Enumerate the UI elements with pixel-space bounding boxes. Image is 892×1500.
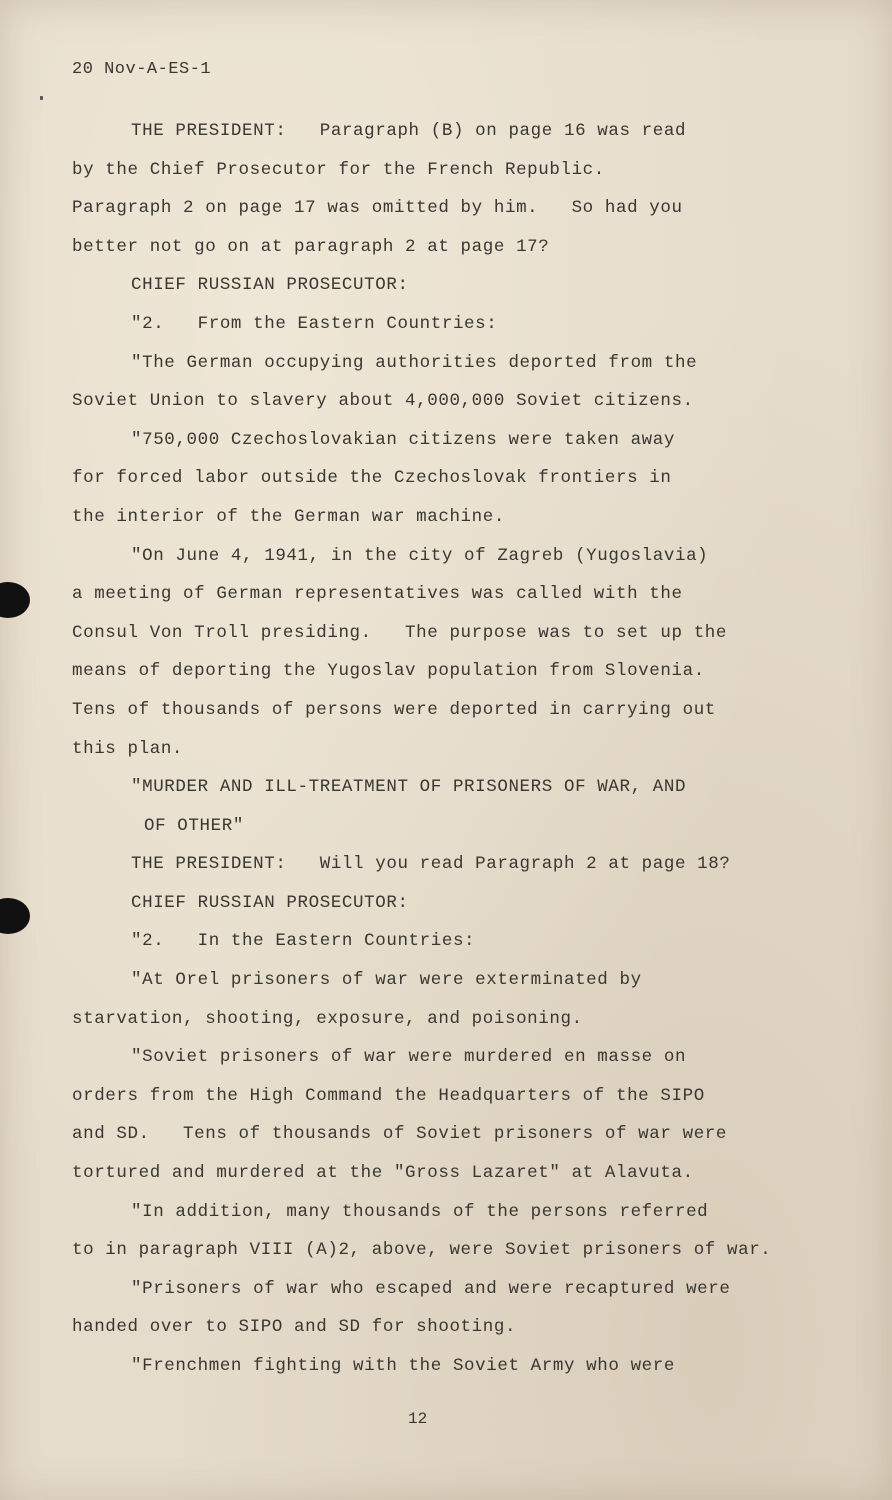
text-line: "2. In the Eastern Countries: [131,931,476,952]
text-line: THE PRESIDENT: Will you read Paragraph 2 at page 18? [131,854,731,875]
text-line: tortured and murdered at the "Gross Lazaret" at Alavuta. [72,1163,694,1184]
text-line: THE PRESIDENT: Paragraph (B) on page 16 was read [131,121,687,141]
punch-hole [0,582,30,618]
punch-hole [0,898,30,934]
text-line: Tens of thousands of persons were deported in carrying out [72,699,716,720]
text-line: "750,000 Czechoslovakian citizens were taken away [131,429,675,450]
page-number: 12 [408,1410,428,1428]
text-line: this plan. [72,738,184,759]
text-line: and SD. Tens of thousands of Soviet prisoners of war were [72,1124,728,1145]
text-line: "The German occupying authorities deported from the [131,352,698,373]
text-line: "Prisoners of war who escaped and were recaptured were [131,1278,731,1299]
text-line: Soviet Union to slavery about 4,000,000 Soviet citizens. [72,391,694,412]
text-line: for forced labor outside the Czechoslovak frontiers in [72,468,672,489]
text-line: CHIEF RUSSIAN PROSECUTOR: [131,892,409,913]
text-line: "In addition, many thousands of the persons referred [131,1201,709,1222]
text-line: Consul Von Troll presiding. The purpose was to set up the [72,622,728,643]
text-line: CHIEF RUSSIAN PROSECUTOR: [131,275,409,296]
ink-mark [40,96,43,100]
text-line: starvation, shooting, exposure, and poisoning. [72,1008,583,1029]
text-line: "Frenchmen fighting with the Soviet Army who were [131,1356,675,1376]
text-line: better not go on at paragraph 2 at page 17? [72,236,550,257]
text-line: handed over to SIPO and SD for shooting. [72,1317,517,1338]
document-header: 20 Nov-A-ES-1 [72,60,212,79]
text-line: means of deporting the Yugoslav population from Slovenia. [72,661,705,682]
text-line: "On June 4, 1941, in the city of Zagreb (Yugoslavia) [131,545,709,566]
transcript-body [72,112,812,1386]
text-line: "2. From the Eastern Countries: [131,313,498,334]
text-line: OF OTHER" [144,815,244,836]
text-line: "MURDER AND ILL-TREATMENT OF PRISONERS OF WAR, AND [131,777,687,798]
text-line: a meeting of German representatives was called with the [72,584,683,605]
text-line: "At Orel prisoners of war were exterminated by [131,970,642,991]
text-line: orders from the High Command the Headquarters of the SIPO [72,1085,705,1106]
text-line: to in paragraph VIII (A)2, above, were Soviet prisoners of war. [72,1240,772,1261]
text-line: by the Chief Prosecutor for the French Republic. [72,159,605,180]
text-line: "Soviet prisoners of war were murdered en masse on [131,1047,687,1068]
text-line: the interior of the German war machine. [72,506,505,527]
text-line: Paragraph 2 on page 17 was omitted by him. So had you [72,198,683,219]
